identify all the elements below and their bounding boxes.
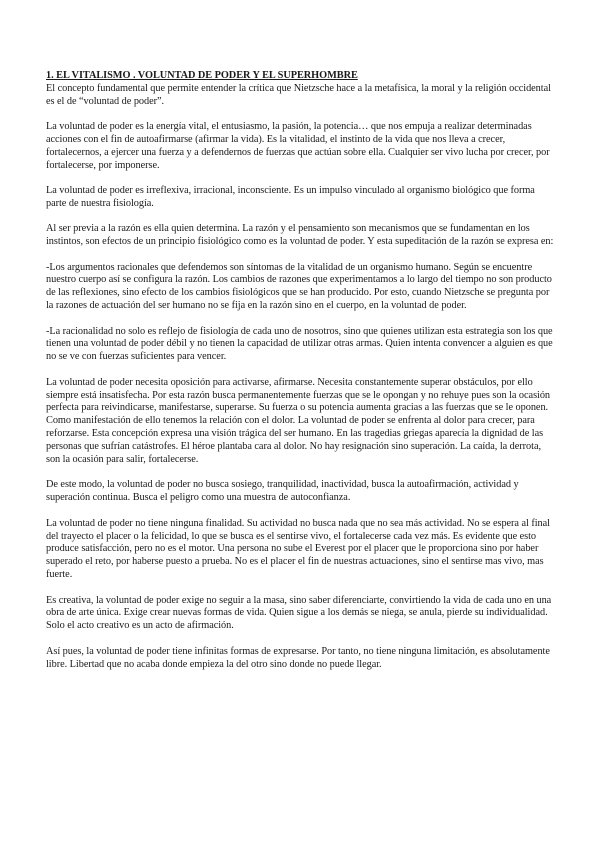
section-title: 1. EL VITALISMO . VOLUNTAD DE PODER Y EL SUPERHOMBRE <box>46 70 358 81</box>
paragraph-creative: Es creativa, la voluntad de poder exige no seguir a la masa, sino saber diferenciarte, convirtiendo la vida de cada uno en una obra de arte única. Exige crear nuevas formas de vida. Quien sigue a los demás se niega, se anula, pierde su individualidad. Solo el acto creativo es un acto de afirmación. <box>46 594 552 632</box>
paragraph-no-finality: La voluntad de poder no tiene ninguna finalidad. Su actividad no busca nada que no sea más actividad. No se espera al final del trayecto el placer o la felicidad, lo que se busca es el sentirse vivo, el fortalecerse cada vez más. Es evidente que esto produce satisfacción, pero no es el motor. Una persona no sube el Everest por el placer que le proporciona sino por haber superado el reto, por haberse puesto a prueba. No es el placer el fin de nuestras actuaciones, sino el sentirse mas vivo, mas fuerte. <box>46 517 550 581</box>
paragraph-opposition: La voluntad de poder necesita oposición para activarse, afirmarse. Necesita constantemente superar obstáculos, por ello siempre está insatisfecha. Por esta razón busca permanentemente fuerzas que se le opongan y no rehuye pues son la ocasión perfecta para reivindicarse, manifestarse, superarse. Su fuerza o su potencia aumenta gracias a las fuerzas que se le oponen. Como manifestación de ello tenemos la relación con el dolor. La voluntad de poder se enfrenta al dolor para crecer, para reforzarse. Esta concepción expresa una visión trágica del ser humano. En las tragedias griegas aparecía la dignidad de las personas que sufrían catástrofes. El héroe plantaba cara al dolor. No hay resignación sino superación. La caída, la derrota, son la ocasión para salir, fortalecerse. <box>46 376 551 466</box>
paragraph-bullet-arguments: -Los argumentos racionales que defendemos son síntomas de la vitalidad de un organismo humano. Según se encuentre nuestro cuerpo así se configura la razón. Los cambios de razones que experimentamos a lo largo del tiempo no son producto de las reflexiones, sino efecto de los cambios fisiológicos que se han producido. Por esto, cuando Nietzsche se pregunta por la razones de actuación del ser humano no se fija en la razón sino en el cuerpo, en la voluntad de poder. <box>46 261 552 312</box>
paragraph-reason: Al ser previa a la razón es ella quien determina. La razón y el pensamiento son mecanismos que se fundamentan en los instintos, son efectos de un principio fisiológico como es la voluntad de poder. Y esta supeditación de la razón se expresa en: <box>46 223 554 248</box>
paragraph-freedom: Así pues, la voluntad de poder tiene infinitas formas de expresarse. Por tanto, no tiene ninguna limitación, es absolutamente libre. Libertad que no acaba donde empieza la del otro sino donde no puede llegar. <box>46 645 550 670</box>
paragraph-bullet-rationality: -La racionalidad no solo es reflejo de fisiología de cada uno de nosotros, sino que quienes utilizan esta estrategia son los que tienen una voluntad de poder débil y no tienen la capacidad de utilizar otras armas. Quien intenta convencer a alguien es que no se ve con fuerzas suficientes para vencer. <box>46 325 553 363</box>
paragraph-irrational: La voluntad de poder es irreflexiva, irracional, inconsciente. Es un impulso vinculado al organismo biológico que forma parte de nuestra fisiología. <box>46 185 535 210</box>
paragraph-definition: La voluntad de poder es la energía vital, el entusiasmo, la pasión, la potencia… que nos empuja a realizar determinadas acciones con el fin de autoafirmarse (afirmar la vida). Es la vitalidad, el instinto de la vida que nos lleva a crecer, fortalecernos, a ejercer una fuerza y a defendernos de fuerzas que actúan sobre ella. Cualquier ser vivo lucha por crecer, por fortalecerse, por imponerse. <box>46 121 550 171</box>
paragraph-intro: El concepto fundamental que permite entender la crítica que Nietzsche hace a la metafísica, la moral y la religión occidental es el de “voluntad de poder”. <box>46 82 551 107</box>
paragraph-self-affirmation: De este modo, la voluntad de poder no busca sosiego, tranquilidad, inactividad, busca la autoafirmación, actividad y superación continua. Busca el peligro como una muestra de autoconfianza. <box>46 479 519 504</box>
